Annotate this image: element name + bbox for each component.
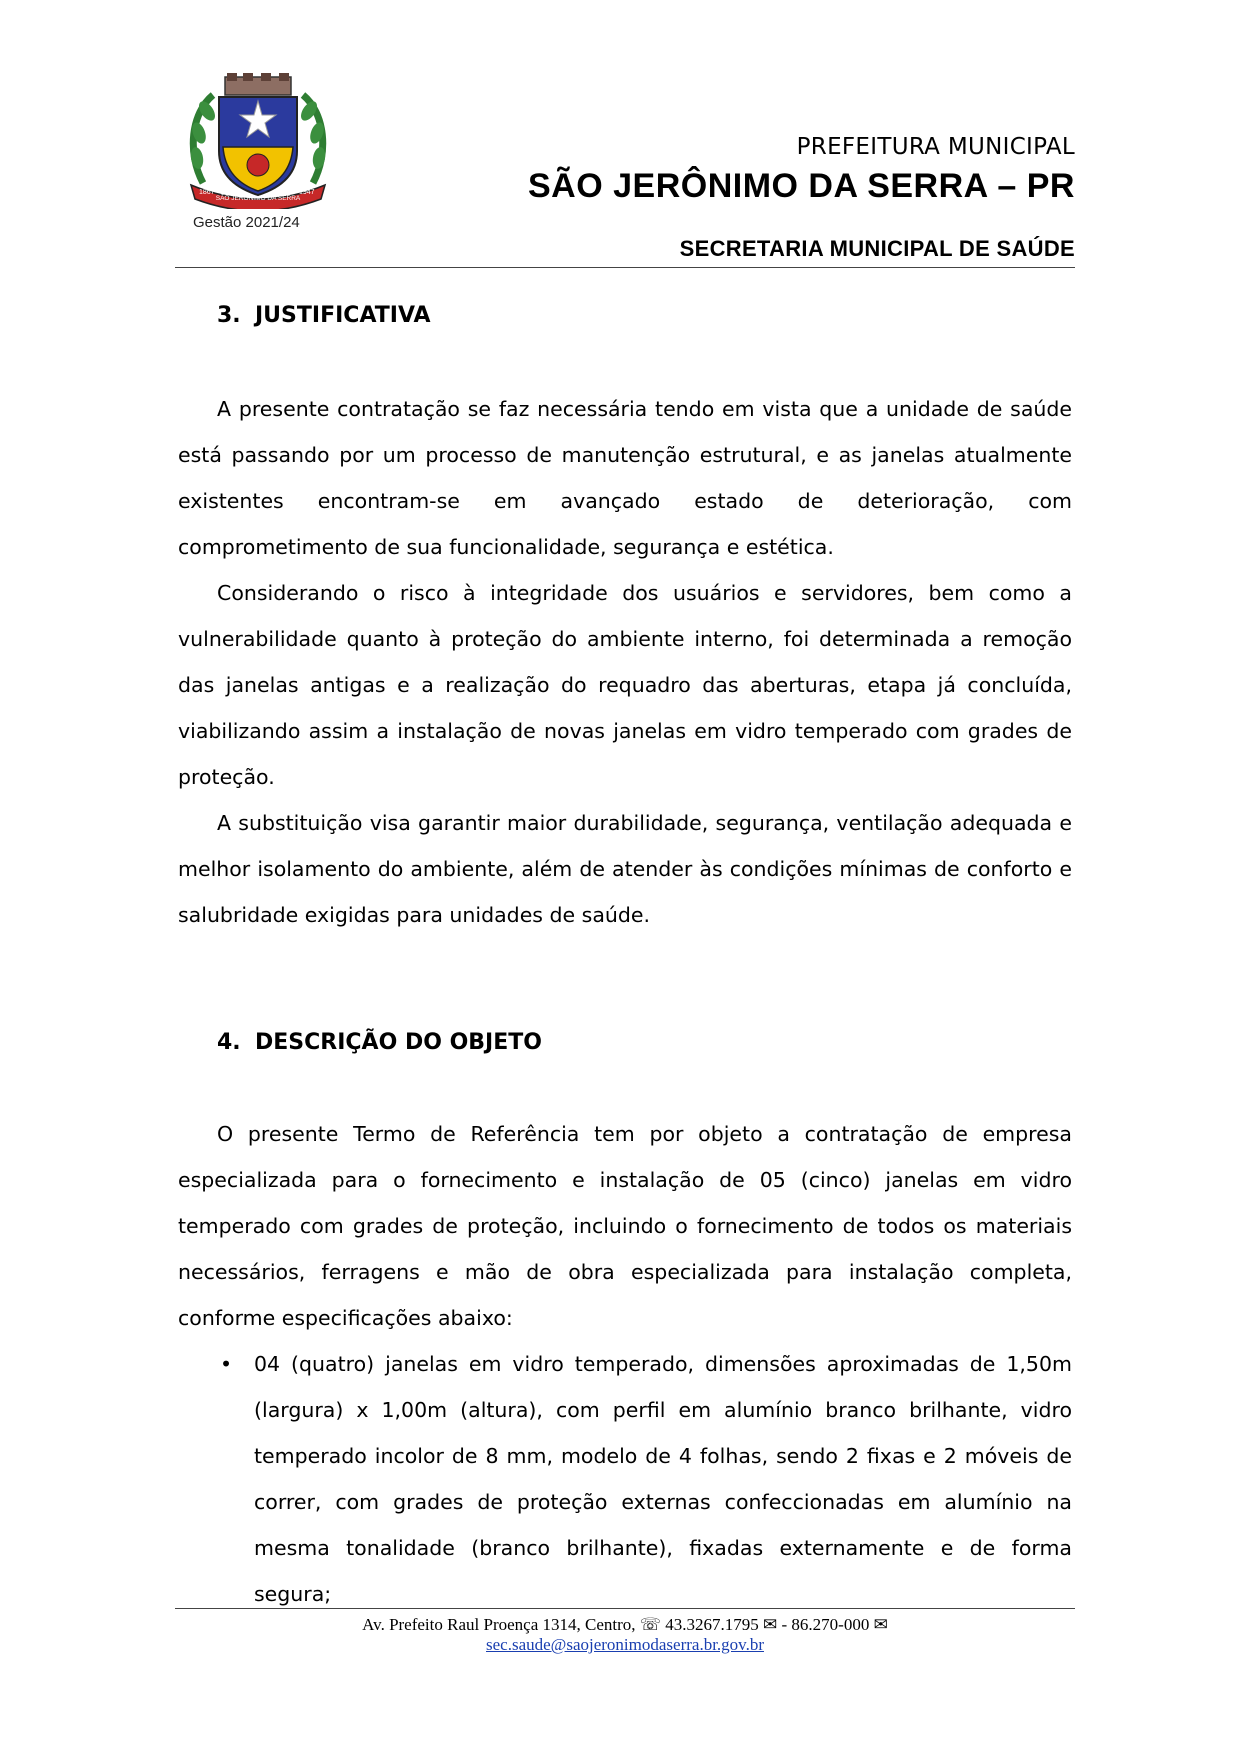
page-footer bbox=[175, 1608, 1075, 1655]
list-item-text: 04 (quatro) janelas em vidro temperado, dimensões aproximadas de 1,50m (largura) x 1,00m (altura), com perfil em alumínio branco brilhante, vidro temperado incolor de 8 mm, modelo de 4 folhas, sendo 2 fixas e 2 móveis de correr, com grades de proteção externas confeccionadas em alumínio na mesma tonalidade (branco brilhante), fixadas externamente e de forma segura; bbox=[254, 1352, 1072, 1606]
section-3-number: 3. bbox=[217, 303, 241, 328]
justificativa-paragraph-3: A substituição visa garantir maior durabilidade, segurança, ventilação adequada e melhor isolamento do ambiente, além de atender às condições mínimas de conforto e salubridade exigidas para unidades de saúde. bbox=[178, 811, 1072, 927]
section-3-title: JUSTIFICATIVA bbox=[255, 303, 431, 328]
bullet-icon: • bbox=[220, 1352, 233, 1376]
footer-email-link[interactable]: sec.saude@saojeronimodaserra.br.gov.br bbox=[486, 1635, 764, 1654]
crest-year-left: 1867 bbox=[199, 189, 215, 196]
justificativa-paragraph-2: Considerando o risco à integridade dos usuários e servidores, bem como a vulnerabilidade quanto à proteção do ambiente interno, foi determinada a remoção das janelas antigas e a realização do requadro das aberturas, etapa já concluída, viabilizando assim a instalação de novas janelas em vidro temperado com grades de proteção. bbox=[178, 581, 1072, 789]
footer-divider bbox=[175, 1608, 1075, 1609]
crest-year-right: 1947 bbox=[299, 189, 315, 196]
document-body bbox=[178, 296, 1072, 1617]
secretaria-title: SECRETARIA MUNICIPAL DE SAÚDE bbox=[679, 236, 1075, 261]
objeto-intro-paragraph: O presente Termo de Referência tem por objeto a contratação de empresa especializada para o fornecimento e instalação de 05 (cinco) janelas em vidro temperado com grades de proteção, incluindo o fornecimento de todos os materiais necessários, ferragens e mão de obra especializada para instalação completa, conforme especificações abaixo: bbox=[178, 1122, 1072, 1330]
section-3-heading bbox=[178, 296, 1072, 336]
justificativa-paragraph-1: A presente contratação se faz necessária tendo em vista que a unidade de saúde está passando por um processo de manutenção estrutural, e as janelas atualmente existentes encontram-se em avançado estado de deterioração, com comprometimento de sua funcionalidade, segurança e estética. bbox=[178, 397, 1072, 559]
page-header bbox=[175, 70, 1075, 270]
section-4-heading bbox=[178, 1023, 1072, 1063]
section-4-number: 4. bbox=[217, 1030, 241, 1055]
crest-ribbon-text: SÃO JERÔNIMO DA SERRA bbox=[215, 195, 301, 202]
objeto-bullet-list bbox=[178, 1341, 1072, 1617]
list-item bbox=[178, 1341, 1072, 1617]
footer-address: Av. Prefeito Raul Proença 1314, Centro, ☏ 43.3267.1795 ✉ - 86.270-000 ✉ bbox=[362, 1615, 888, 1634]
city-title: SÃO JERÔNIMO DA SERRA – PR bbox=[527, 167, 1075, 205]
section-4-title: DESCRIÇÃO DO OBJETO bbox=[255, 1030, 542, 1055]
gestao-label: Gestão 2021/24 bbox=[193, 214, 300, 231]
prefeitura-label: PREFEITURA MUNICIPAL bbox=[796, 134, 1075, 160]
header-divider bbox=[175, 267, 1075, 268]
municipal-crest-logo bbox=[185, 73, 331, 209]
